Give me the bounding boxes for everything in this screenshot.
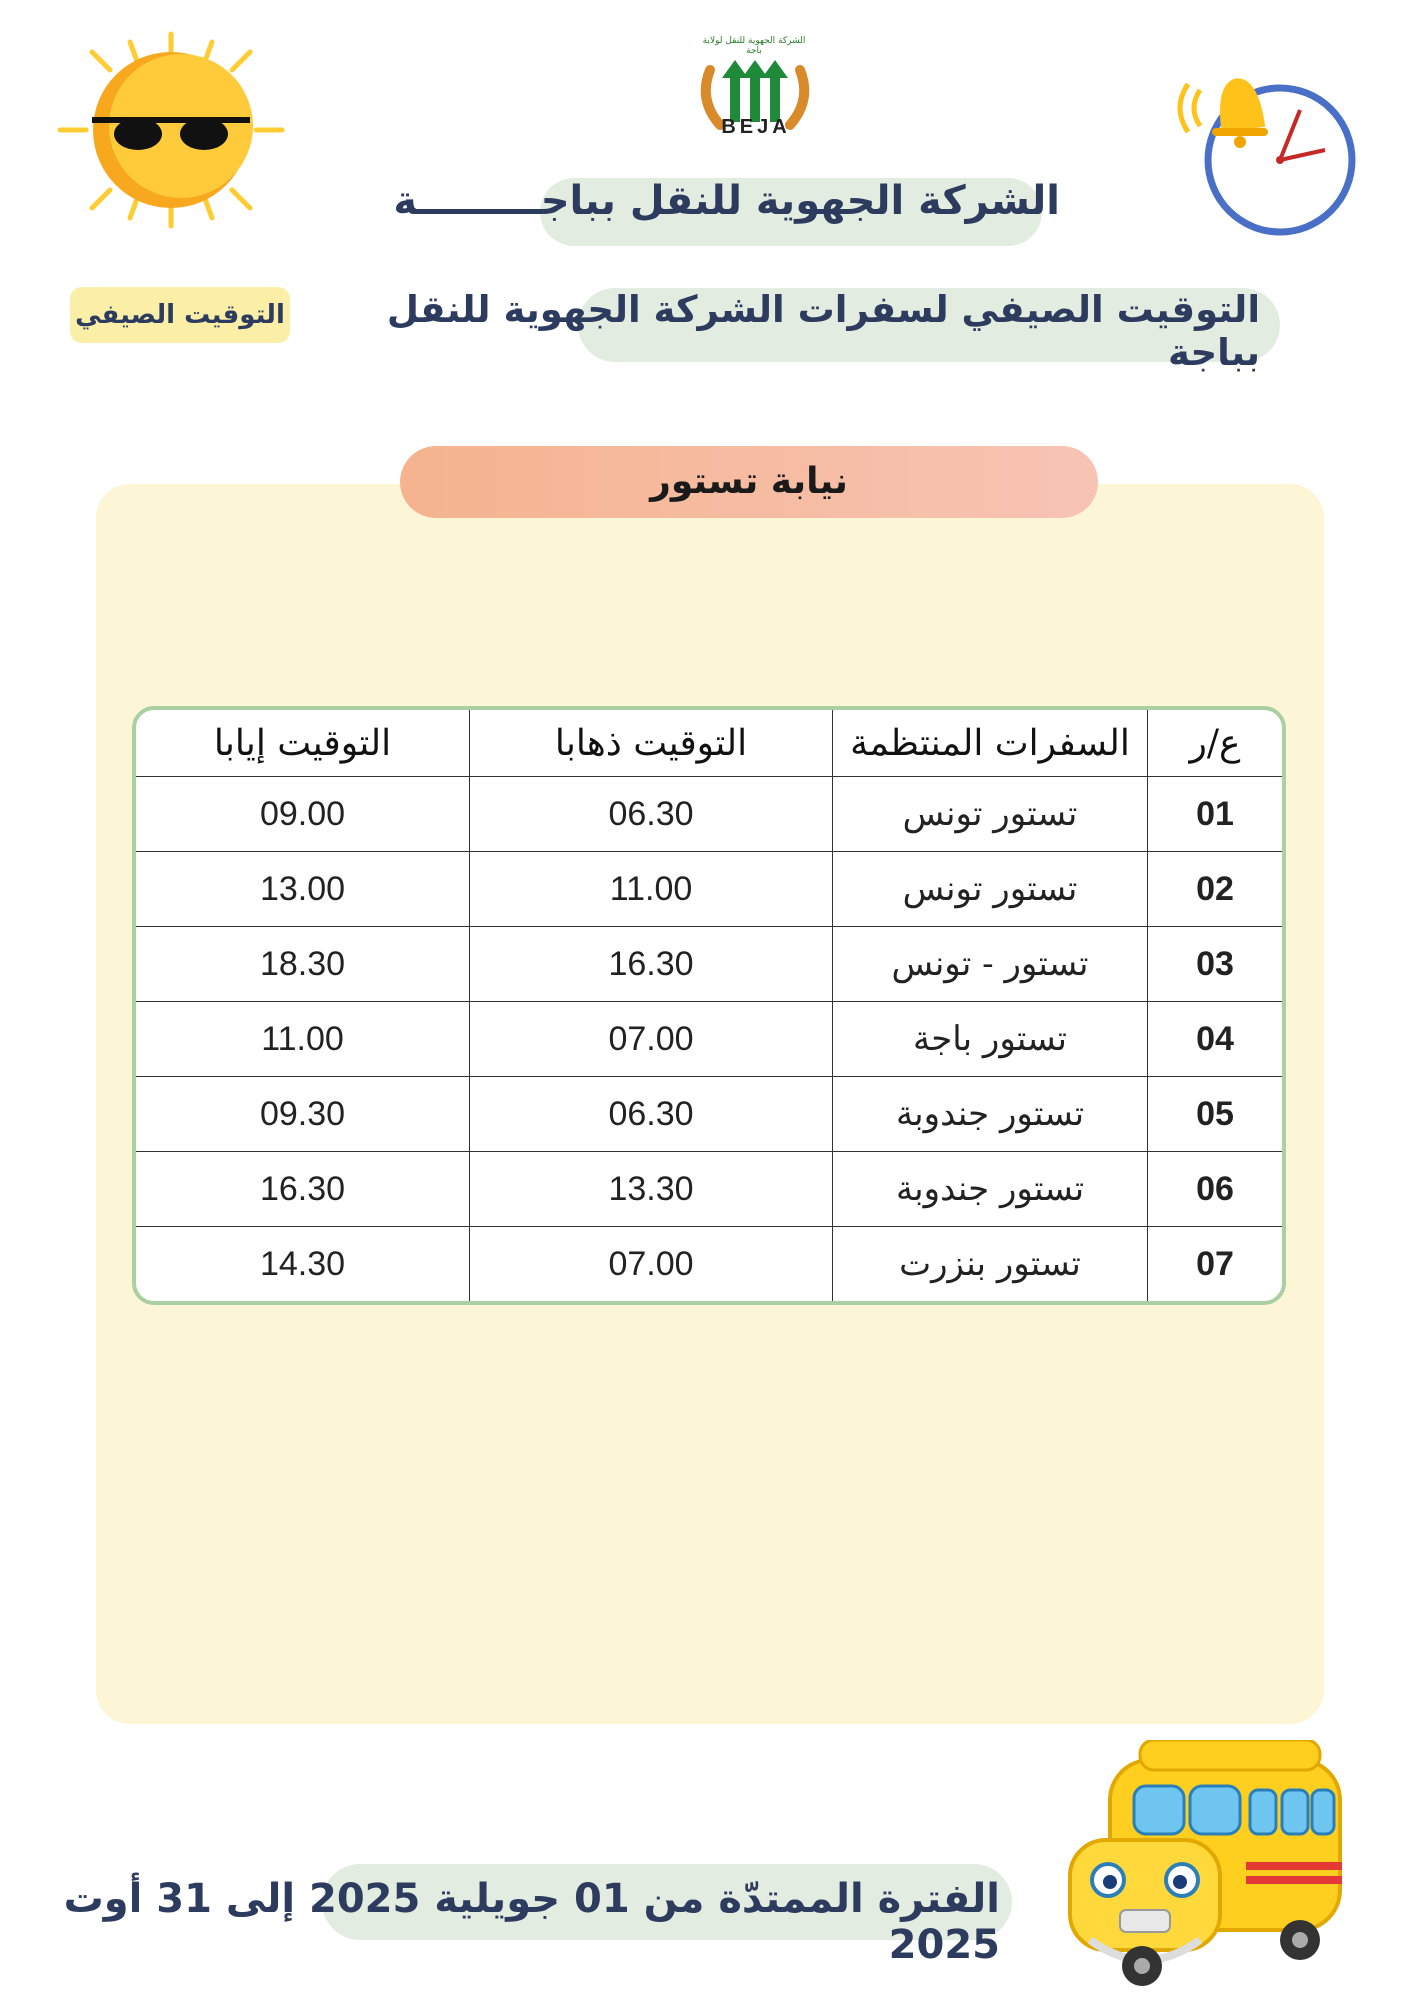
row-departure: 07.00 [469, 1002, 832, 1077]
summer-badge: التوقيت الصيفي [70, 287, 290, 343]
row-return: 18.30 [136, 927, 469, 1002]
row-number: 05 [1147, 1077, 1282, 1152]
row-route: تستور جندوبة [832, 1077, 1147, 1152]
table-header-row [136, 710, 1282, 777]
table-row [136, 1002, 1282, 1077]
row-departure: 16.30 [469, 927, 832, 1002]
header-departure: التوقيت ذهابا [469, 710, 832, 777]
header-number: ع/ر [1147, 710, 1282, 777]
sun-with-sunglasses-icon [56, 30, 286, 230]
row-route: تستور تونس [832, 852, 1147, 927]
row-number: 06 [1147, 1152, 1282, 1227]
row-return: 09.30 [136, 1077, 469, 1152]
row-departure: 06.30 [469, 1077, 832, 1152]
row-return: 13.00 [136, 852, 469, 927]
row-number: 03 [1147, 927, 1282, 1002]
company-title: الشركة الجهوية للنقل بباجـــــــــة [393, 178, 1060, 224]
table-row [136, 1077, 1282, 1152]
row-number: 01 [1147, 777, 1282, 852]
logo-caption: الشركة الجهوية للنقل لولاية باجة [702, 36, 806, 56]
school-bus-icon [1050, 1740, 1370, 1990]
table-row [136, 1152, 1282, 1227]
table-row [136, 777, 1282, 852]
row-number: 02 [1147, 852, 1282, 927]
header-route: السفرات المنتظمة [832, 710, 1147, 777]
period-text: الفترة الممتدّة من 01 جويلية 2025 إلى 31 أوت 2025 [63, 1876, 1000, 1968]
row-number: 07 [1147, 1227, 1282, 1301]
row-departure: 07.00 [469, 1227, 832, 1301]
row-route: تستور تونس [832, 777, 1147, 852]
row-departure: 06.30 [469, 777, 832, 852]
header-return: التوقيت إيابا [136, 710, 469, 777]
table-row [136, 927, 1282, 1002]
schedule-title: التوقيت الصيفي لسفرات الشركة الجهوية للنقل بباجة [386, 288, 1260, 374]
row-return: 11.00 [136, 1002, 469, 1077]
row-route: تستور باجة [832, 1002, 1147, 1077]
table-row [136, 852, 1282, 927]
row-route: تستور بنزرت [832, 1227, 1147, 1301]
row-departure: 13.30 [469, 1152, 832, 1227]
schedule-table [132, 706, 1286, 1305]
row-number: 04 [1147, 1002, 1282, 1077]
row-return: 14.30 [259, 1244, 346, 1283]
logo-label: BEJA [721, 116, 791, 138]
row-route: تستور - تونس [832, 927, 1147, 1002]
table-row [136, 1227, 1282, 1301]
panel-title: نيابة تستور [400, 446, 1098, 518]
row-return: 09.00 [136, 777, 469, 852]
row-return: 16.30 [136, 1152, 469, 1227]
alarm-clock-icon [1160, 50, 1360, 240]
row-route: تستور جندوبة [832, 1152, 1147, 1227]
row-departure: 11.00 [469, 852, 832, 927]
